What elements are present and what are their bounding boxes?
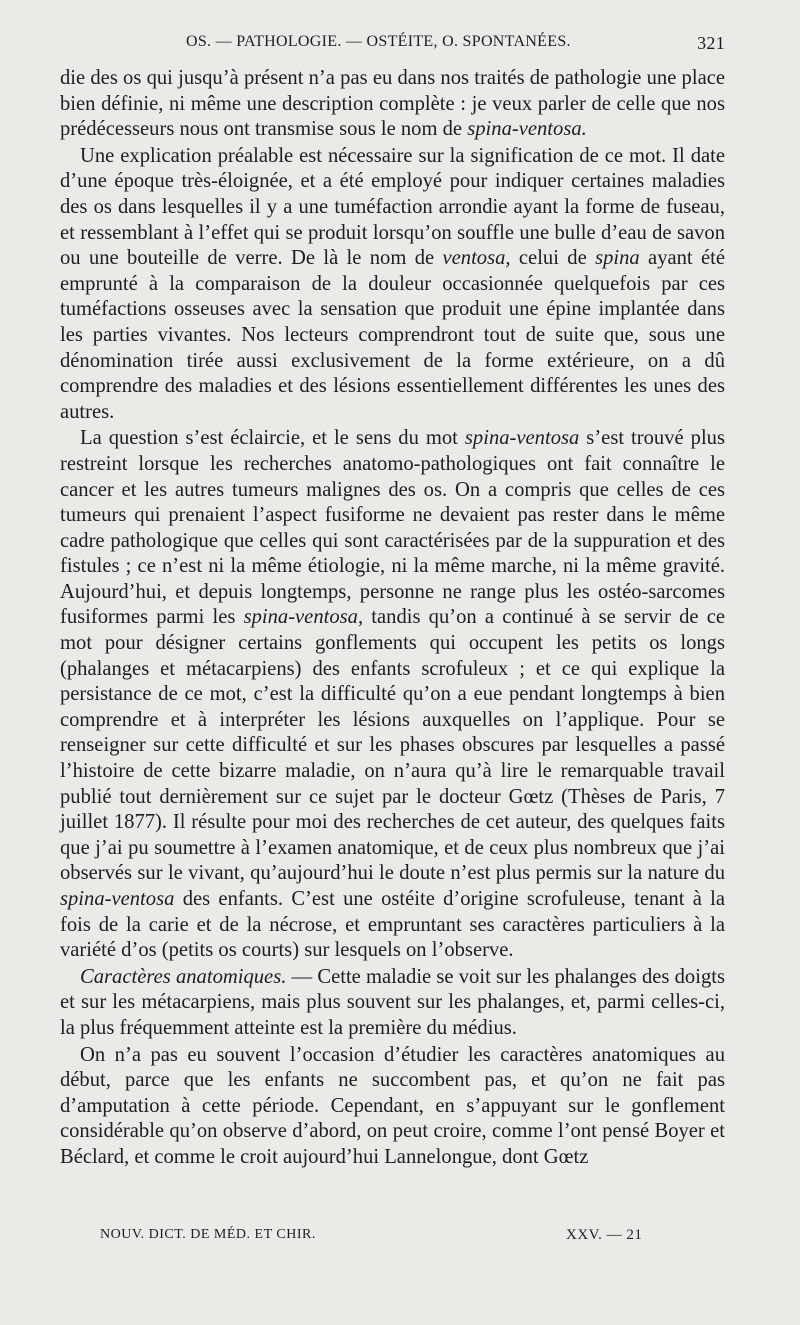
footer-signature: NOUV. DICT. DE MÉD. ET CHIR. bbox=[100, 1227, 316, 1242]
footer-volume: XXV. — 21 bbox=[566, 1227, 643, 1243]
body-text bbox=[60, 66, 725, 1171]
italic-text: ventosa, bbox=[442, 247, 511, 270]
paragraph bbox=[60, 965, 725, 1042]
italic-text: Caractères anatomiques. bbox=[80, 965, 287, 988]
italic-text: spina-ventosa, bbox=[243, 606, 364, 629]
text-run: tandis qu’on a continué à se servir de ce mot pour désigner certains gonflements qui occupent les petits os longs (phalanges et métacarpiens) des enfants scrofuleux ; et ce qui explique la persistance de ce mot, c’est la difficulté qu’on a eue pendant longtemps à bien comprendre et à interpréter les lésions auxquelles on l’applique. Pour se renseigner sur cette difficulté et sur les phases obscures par lesquelles a passé l’histoire de cette bizarre maladie, on n’aura qu’à lire le remarquable travail publié tout dernièrement sur ce sujet par le docteur Gœtz (Thèses de Paris, 7 juillet 1877). Il résulte pour moi des recherches de cet auteur, des quelques faits que j’ai pu soumettre à l’examen anatomique, et de ceux plus nombreux que j’ai observés sur le vivant, qu’aujourd’hui le doute n’est plus permis sur la nature du bbox=[60, 606, 726, 885]
text-run: s’est trouvé plus restreint lorsque les recherches anatomo-pathologiques ont fait connaître le cancer et les autres tumeurs malignes des os. On a compris que celles de ces tumeurs qui prenaient l’aspect fusiforme ne devaient pas rester dans le même cadre pathologique que celles qui sont caractérisées par de la suppuration et des fistules ; ce n’est ni la même étiologie, ni la même marche, ni la même gravité. Aujourd’hui, et depuis longtemps, personne ne range plus les ostéo-sarcomes fusiformes parmi les bbox=[60, 427, 725, 629]
text-run: — Cette maladie se voit sur les phalanges des doigts et sur les métacarpiens, mais plus souvent sur les phalanges, et, parmi celles-ci, la plus fréquemment atteinte est la première du médius. bbox=[60, 965, 725, 1039]
paragraph bbox=[60, 144, 725, 426]
italic-text: spina bbox=[595, 247, 640, 270]
text-run: die des os qui jusqu’à présent n’a pas eu dans nos traités de pathologie une place bien définie, ni même une description complète : je veux parler de celle que nos prédécesseurs nous ont transmise sous le nom de bbox=[60, 67, 725, 141]
italic-text: spina-ventosa. bbox=[467, 118, 587, 141]
text-run: On n’a pas eu souvent l’occasion d’étudier les caractères anatomiques au début, parce que les enfants ne succombent pas, et qu’on ne fait pas d’amputation à cette période. Cependant, en s’appuyant sur le gonflement considérable qu’on observe d’abord, on peut croire, comme l’ont pensé Boyer et Béclard, et comme le croit aujourd’hui Lannelongue, dont Gœtz bbox=[60, 1043, 725, 1168]
italic-text: spina-ventosa bbox=[464, 427, 580, 450]
paragraph bbox=[60, 1043, 725, 1171]
text-run: des enfants. C’est une ostéite d’origine scrofuleuse, tenant à la fois de la carie et de la nécrose, et empruntant ses caractères particuliers à la variété d’os (petits os courts) sur lesquels on l’observe. bbox=[60, 888, 725, 962]
text-run: La question s’est éclaircie, et le sens du mot bbox=[80, 427, 465, 450]
page-number: 321 bbox=[697, 33, 725, 53]
running-title: OS. — PATHOLOGIE. — OSTÉITE, O. SPONTANÉES. bbox=[186, 33, 571, 50]
paragraph bbox=[60, 66, 725, 143]
italic-text: spina-ventosa bbox=[60, 888, 175, 910]
text-run: ayant été emprunté à la comparaison de la douleur occasionnée quelquefois par ces tuméfactions osseuses avec la sensation que produit une épine implantée dans les parties vivantes. Nos lecteurs comprendront tout de suite que, sous une dénomination tirée aussi exclusivement de la forme extérieure, on a dû comprendre des maladies et des lésions essentiellement différentes les unes des autres. bbox=[60, 247, 725, 423]
page-header bbox=[60, 33, 725, 61]
paragraph bbox=[60, 426, 725, 963]
text-run: Une explication préalable est nécessaire sur la signification de ce mot. Il date d’une époque très-éloignée, et a été employé pour indiquer certaines maladies des os dans lesquelles il y a une tuméfaction arrondie ayant la forme de fuseau, et ressemblant à l’effet qui se produit lorsqu’on souffle une bulle d’eau de savon ou une bouteille de verre. De là le nom de bbox=[60, 144, 725, 270]
text-run: celui de bbox=[510, 247, 596, 270]
page-footer bbox=[100, 1227, 655, 1247]
